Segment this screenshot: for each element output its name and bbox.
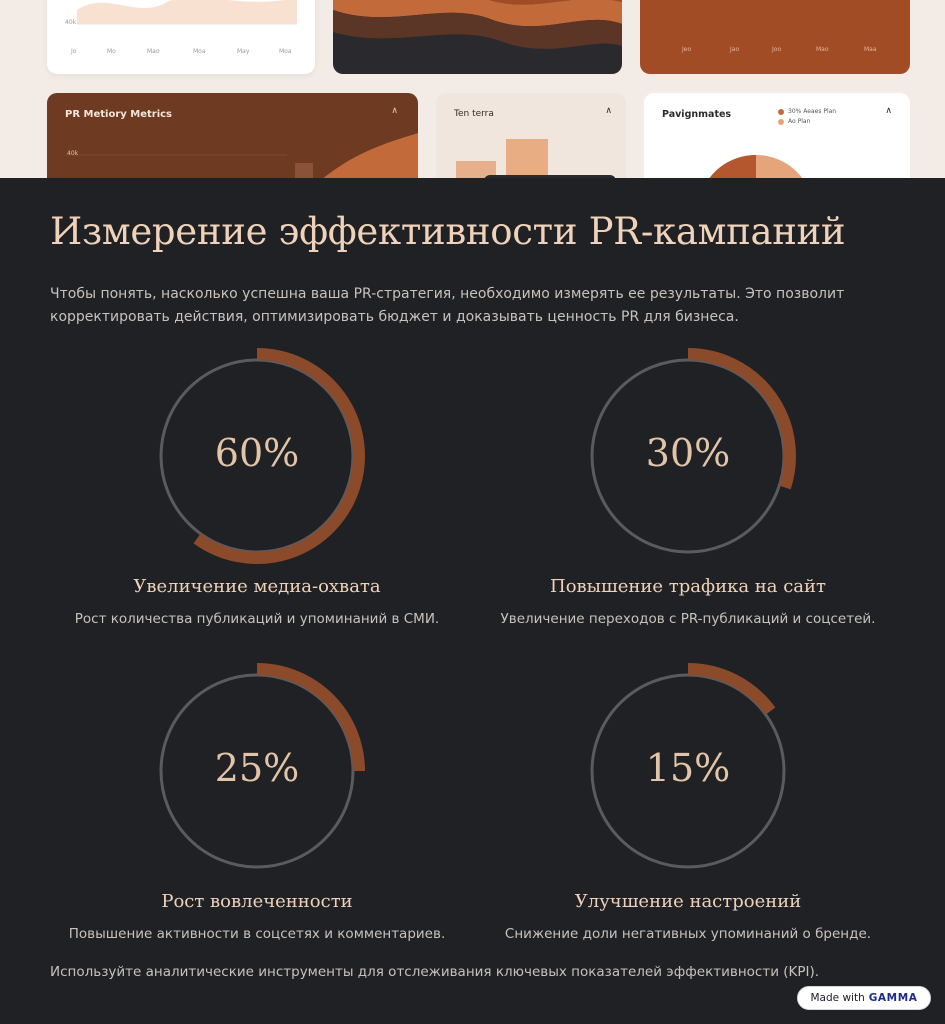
hero-r-label-2: Jao <box>730 46 740 53</box>
hero-card-bars <box>640 0 910 74</box>
stat-value: 15% <box>645 746 731 790</box>
hero-memory-y: 40k <box>67 150 79 157</box>
hero-pie-graphic <box>644 93 910 178</box>
hero-x-label-4: Moa <box>193 48 206 55</box>
hero-card-waves <box>333 0 622 74</box>
chevron-up-icon: ∧ <box>391 106 398 116</box>
stat-description: Снижение доли негативных упоминаний о бренде. <box>504 926 872 942</box>
stat-card-site-traffic <box>488 346 888 627</box>
hero-r-label-4: Mao <box>816 46 829 53</box>
stat-title: Повышение трафика на сайт <box>550 576 826 597</box>
chevron-up-icon: ∧ <box>605 106 612 116</box>
hero-card-memory-title: PR Metiory Metrics <box>65 109 173 120</box>
hero-legend-1: 30% Aeaes Plan <box>788 108 837 115</box>
hero-ten-bars <box>436 93 626 178</box>
chevron-up-icon: ∧ <box>885 106 892 116</box>
stat-title: Рост вовлеченности <box>161 891 353 912</box>
hero-line-chart-graphic <box>47 0 315 74</box>
stat-value: 60% <box>214 431 300 475</box>
hero-x-label-1: Jo <box>71 48 77 55</box>
hero-x-label-6: Moa <box>279 48 292 55</box>
hero-x-label-3: Mao <box>147 48 160 55</box>
hero-memory-graphic <box>47 93 418 178</box>
ring-progress-arc <box>688 669 771 711</box>
hero-r-label-1: Jeo <box>682 46 692 53</box>
hero-x-label-5: May <box>237 48 250 55</box>
hero-card-pavig <box>644 93 910 178</box>
progress-ring <box>578 661 798 881</box>
footer-note: Используйте аналитические инструменты для отслеживания ключевых показателей эффективности (KPI). <box>50 964 820 980</box>
stat-description: Повышение активности в соцсетях и комментариев. <box>68 926 446 942</box>
hero-y-label: 40k <box>65 19 77 26</box>
hero-r-label-3: Joo <box>772 46 782 53</box>
stat-title: Увеличение медиа-охвата <box>133 576 381 597</box>
progress-ring <box>147 661 367 881</box>
hero-card-memory <box>47 93 418 178</box>
lead-paragraph: Чтобы понять, насколько успешна ваша PR-стратегия, необходимо измерять ее результаты. Это позволит корректировать действия, оптимизировать бюджет и доказывать ценность PR для бизнеса. <box>50 286 845 325</box>
hero-card-ten <box>436 93 626 178</box>
hero-x-label-2: Mo <box>107 48 116 55</box>
badge-prefix: Made with <box>810 992 865 1004</box>
hero-card-line-chart <box>47 0 315 74</box>
hero-card-pavig-title: Pavignmates <box>662 109 732 120</box>
stat-title: Улучшение настроений <box>574 891 802 912</box>
stat-card-engagement <box>57 661 457 942</box>
hero-card-ten-title: Ten terra <box>454 109 494 119</box>
stat-description: Увеличение переходов с PR-публикаций и соцсетей. <box>500 611 876 627</box>
progress-ring <box>147 346 367 566</box>
stat-value: 25% <box>214 746 300 790</box>
hero-legend-2: Ao Plan <box>788 118 811 125</box>
page-title: Измерение эффективности PR-кампаний <box>50 210 846 253</box>
made-with-gamma-badge[interactable] <box>797 986 931 1010</box>
gamma-logo: GAMMA <box>868 992 918 1004</box>
stat-description: Рост количества публикаций и упоминаний в СМИ. <box>74 611 440 627</box>
progress-ring <box>578 346 798 566</box>
stat-card-media-reach <box>57 346 457 627</box>
hero-image <box>0 0 945 178</box>
hero-waves-graphic <box>333 0 622 74</box>
stat-card-sentiment <box>488 661 888 942</box>
stat-value: 30% <box>645 431 731 475</box>
hero-r-label-5: Maa <box>864 46 877 53</box>
